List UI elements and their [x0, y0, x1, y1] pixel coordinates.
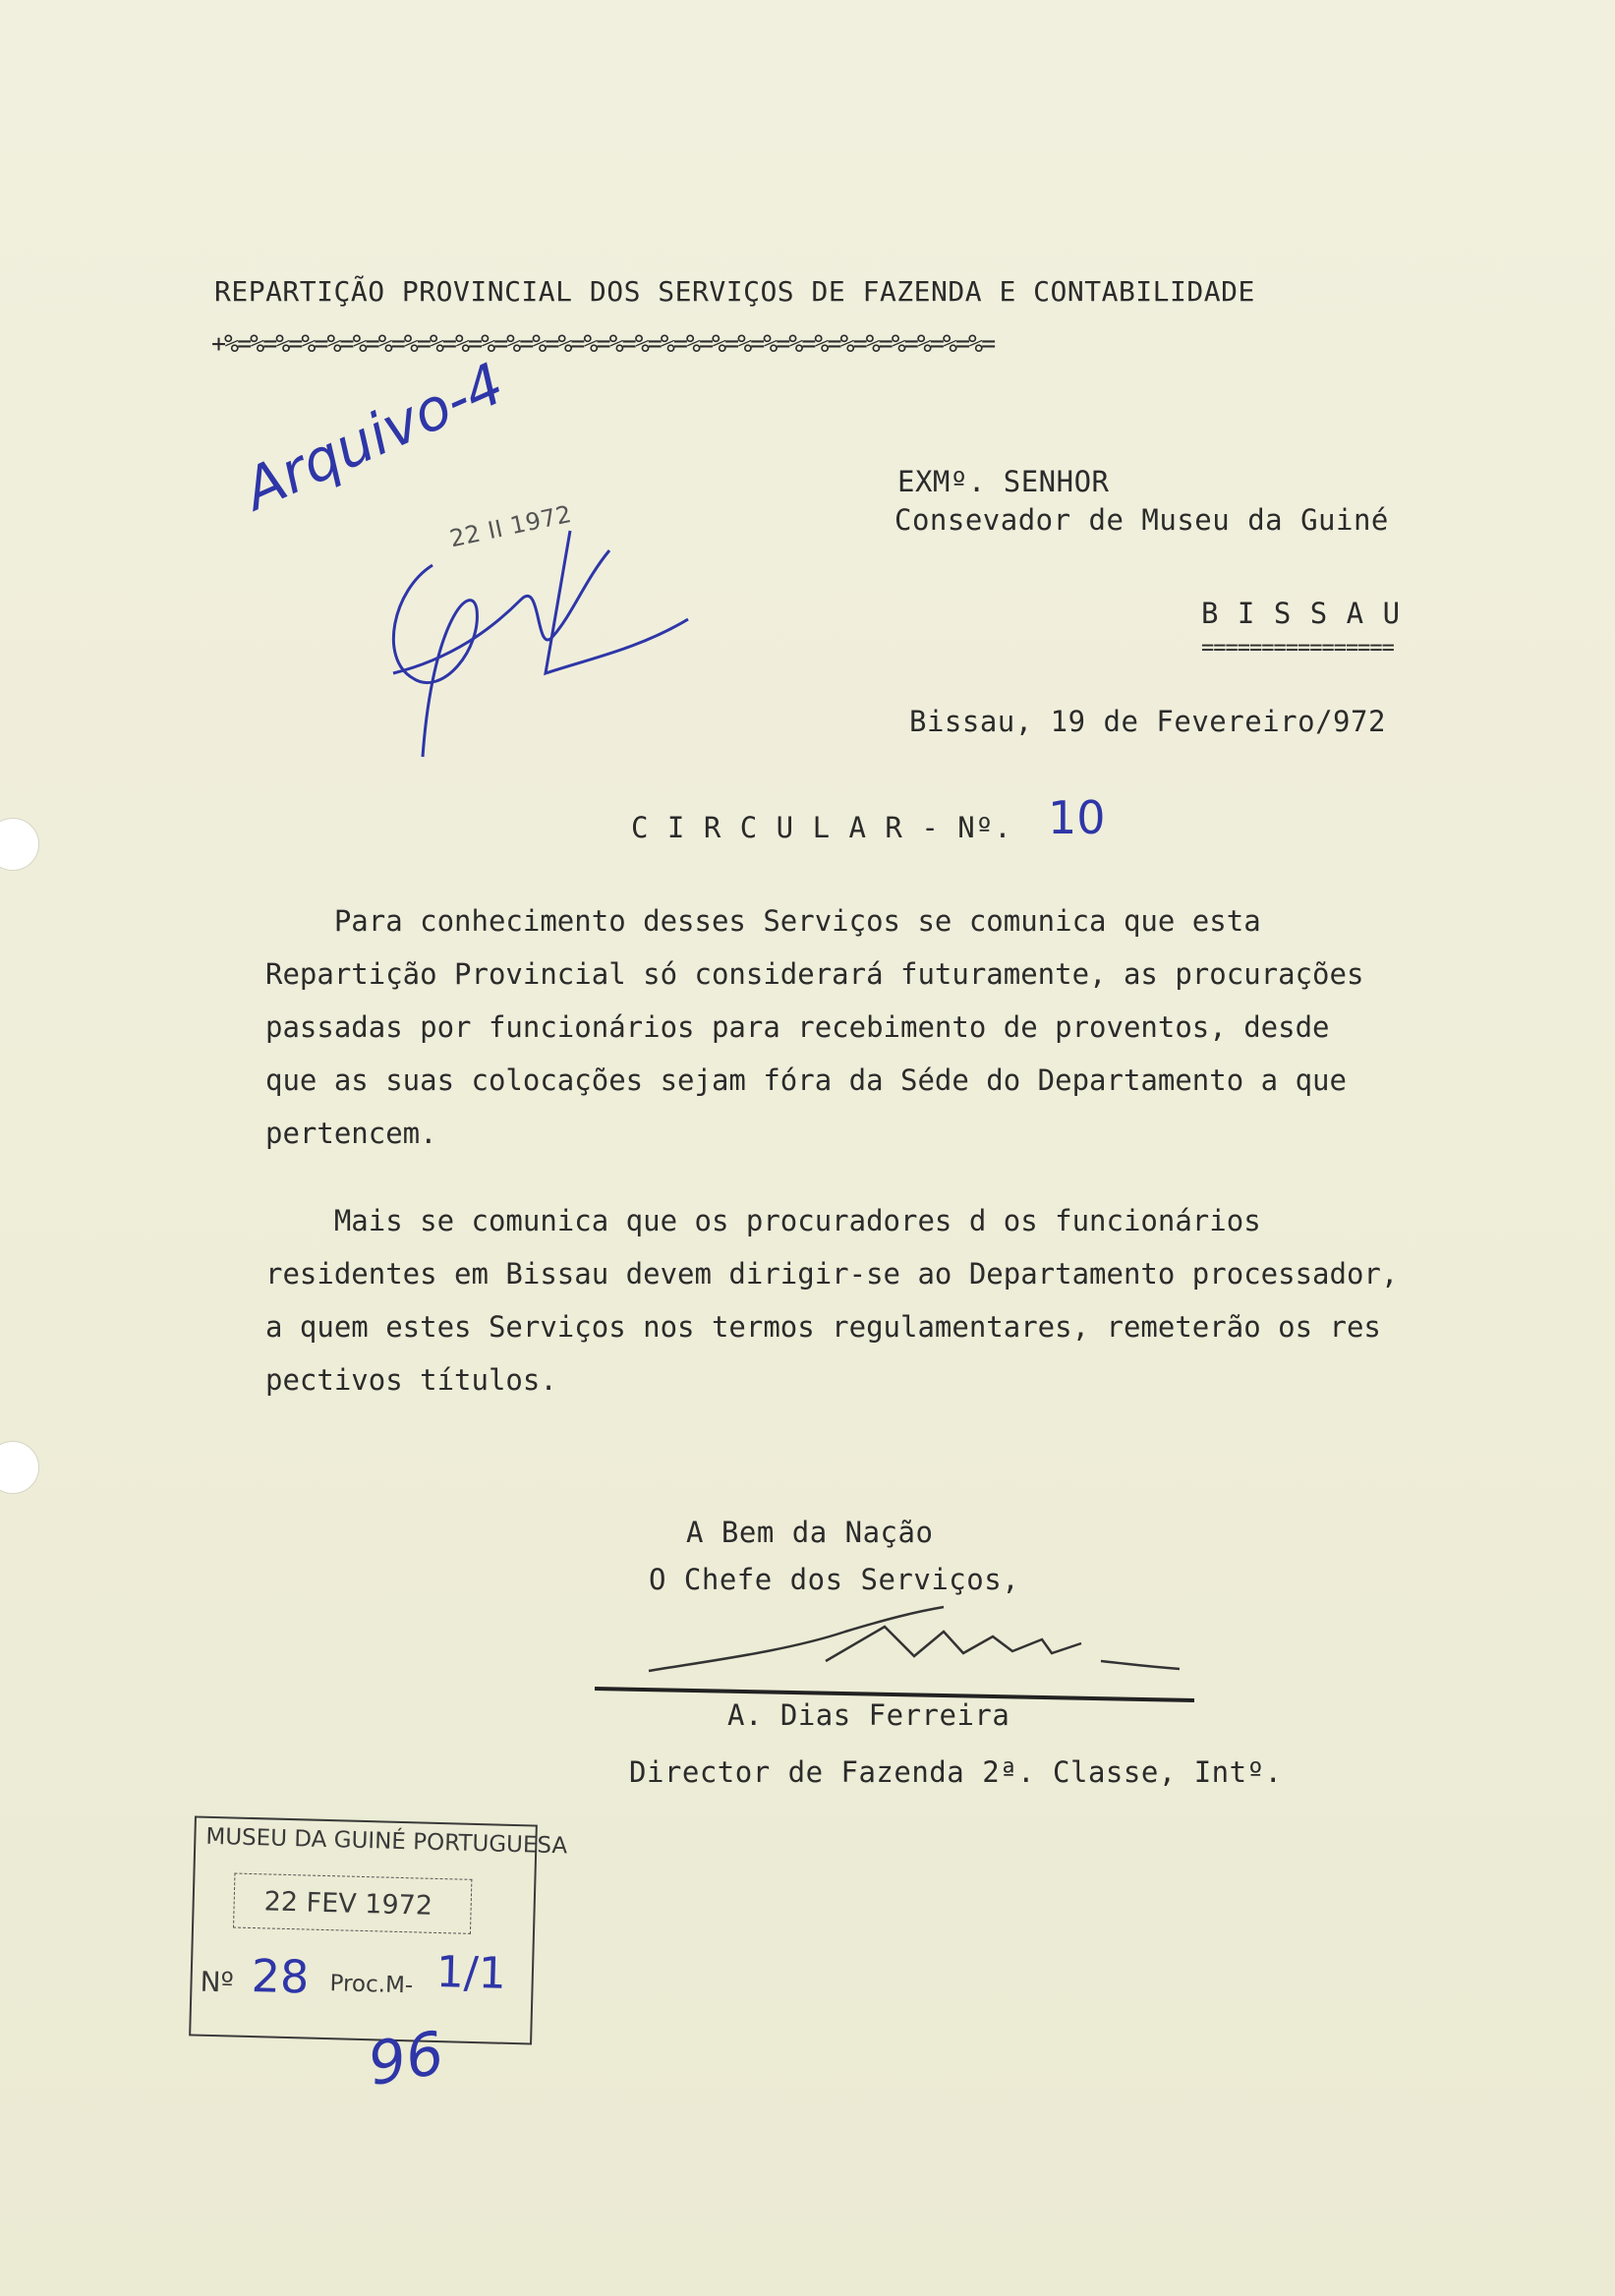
recipient-city-rule: ================ [1201, 636, 1394, 660]
stamp-number: 28 [251, 1949, 310, 2004]
body-paragraph-2 [265, 1194, 1494, 1406]
stamp-proc-value: 1/1 [435, 1946, 507, 1999]
recipient-name: Consevador de Museu da Guiné [894, 503, 1389, 537]
signer-title: Director de Fazenda 2ª. Classe, Intº. [629, 1755, 1283, 1789]
stamp-date-box [233, 1873, 472, 1934]
body-line: pectivos títulos. [265, 1363, 557, 1397]
punch-hole-top [0, 818, 39, 871]
handwritten-archive-note: Arquivo-4 [234, 349, 514, 524]
stamp-proc-label: Proc.M- [329, 1971, 414, 1999]
punch-hole-bottom [0, 1441, 39, 1494]
body-line: a quem estes Serviços nos termos regulamentares, remeterão os res [265, 1310, 1381, 1344]
header-title: REPARTIÇÃO PROVINCIAL DOS SERVIÇOS DE FAZENDA E CONTABILIDADE [214, 275, 1255, 308]
initials-signature [374, 511, 708, 767]
body-paragraph-1 [265, 894, 1494, 1160]
date-line: Bissau, 19 de Fevereiro/972 [909, 705, 1386, 738]
closing-line-1: A Bem da Nação [686, 1516, 934, 1549]
recipient-salutation: EXMº. SENHOR [897, 465, 1110, 498]
header-rule: +%=%=%=%=%=%=%=%=%=%=%=%=%=%=%=%=%=%=%=%=%=%=%=%=%=%=%=%=%=%= [211, 329, 995, 358]
body-line: pertencem. [265, 1117, 437, 1150]
body-line: passadas por funcionários para recebimento de proventos, desde [265, 1010, 1330, 1044]
receipt-date-stamp: 22 II 1972 [447, 499, 575, 553]
body-line: Repartição Provincial só considerará futuramente, as procurações [265, 957, 1364, 991]
stamp-extra-note: 96 [363, 2018, 449, 2100]
chief-signature [590, 1592, 1219, 1710]
body-line: que as suas colocações sejam fóra da Séde do Departamento a que [265, 1063, 1347, 1097]
body-line: Para conhecimento desses Serviços se comunica que esta [265, 904, 1261, 938]
circular-number: 10 [1048, 791, 1106, 844]
body-line: Mais se comunica que os procuradores d os funcionários [265, 1204, 1261, 1237]
stamp-number-label: Nº [200, 1965, 235, 1999]
museum-receipt-stamp [189, 1815, 568, 2044]
closing-line-2: O Chefe dos Serviços, [649, 1563, 1020, 1596]
signer-name: A. Dias Ferreira [727, 1698, 1010, 1732]
stamp-org: MUSEU DA GUINÉ PORTUGUESA [205, 1823, 568, 1860]
recipient-city: B I S S A U [1201, 597, 1402, 630]
circular-label: C I R C U L A R - Nº. [631, 811, 1012, 844]
body-line: residentes em Bissau devem dirigir-se ao Departamento processador, [265, 1257, 1399, 1291]
stamp-date: 22 FEV 1972 [263, 1886, 433, 1922]
